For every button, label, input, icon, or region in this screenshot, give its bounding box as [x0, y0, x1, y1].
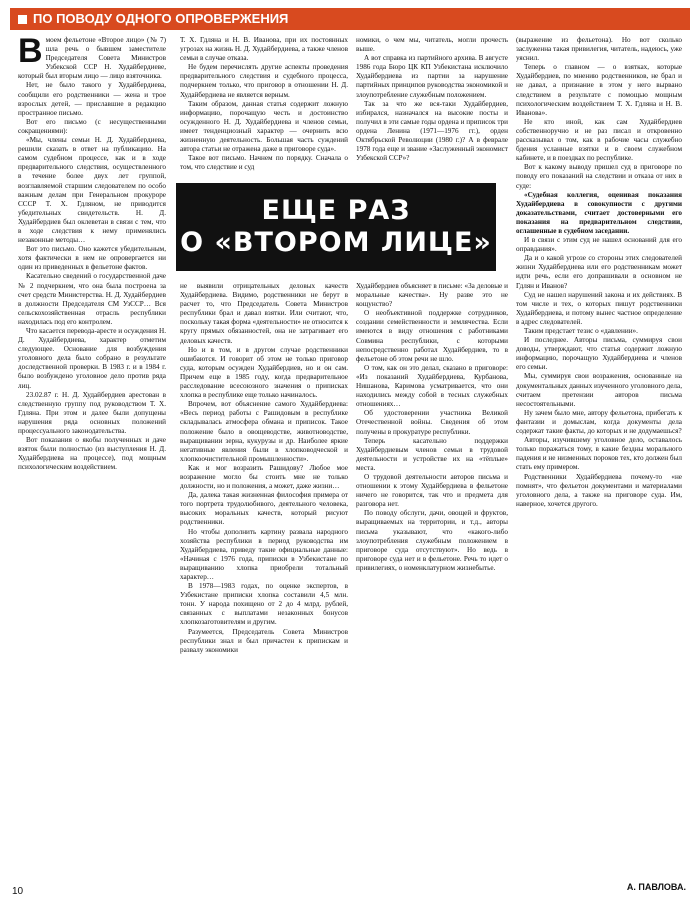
column-3-bottom — [356, 282, 508, 886]
paragraph: Вот его письмо (с несущественными сокращениями): — [18, 117, 166, 135]
paragraph: Касательно сведений о государственной даче № 2 подчеркнем, что она была построена за счет средств Министерства. Н. Д. Худайбердиев в должности Председателя СМ УзССР… Вся сельскохозяйственная отрасль республики находилась под его контролем. — [18, 272, 166, 326]
paragraph: Таким образом, данная статья содержит ложную информацию, порочащую честь и достоинство осужденного Н. Д. Худайбердиева и членов семьи, имеет тенденциозный характер — очернить всю жизненную деятельность. Большая часть суждений автора статьи не отражена даже в приговоре суда». — [180, 99, 348, 154]
rubric-bar — [10, 8, 690, 30]
author-signature: А. ПАВЛОВА. — [626, 882, 686, 892]
paragraph-bold: «Судебная коллегия, оценивая показания Худайбердиева в совокупности с другими доказательствами, считает достоверными его показания на предварительном следствии, оглашенные в судебном заседании. — [516, 190, 682, 235]
paragraph: О необъективной поддержке сотрудников, создании семейственности и землячества. Если имеются в виду отношения с работниками Совмина республики, с которыми непосредственно работал Худайбердиев, то в фельетоне об этом речи не шло. — [356, 309, 508, 363]
dropcap: В — [18, 36, 43, 70]
paragraph: Суд не нашел нарушений закона и их действиях. В том числе и тех, о которых пишут родственники Худайбердиева, и потому вынес частное определение в адрес следователей. — [516, 290, 682, 326]
paragraph: Таким предстает тезис о «давлении». — [524, 327, 638, 335]
paragraph: По поводу обслуги, дачи, овощей и фруктов, выращиваемых на территории, и т.д., авторы письма указывают, что «какого-либо злоупотребления служебным положением в приговоре суда отсутствуют». Но ведь в приговоре суда нет и в фельетоне. Речь то идет о привилегиях, о номенклатурном жизнебытье. — [356, 509, 508, 572]
paragraph: не выявили отрицательных деловых качеств Худайбердиева. Видимо, родственники не берут в расчет то, что Председатель Совета Министров республики брал и давал взятки. Или считают, что, поскольку такая форма «деятельности» не относится к кругу прямых обязанностей, она не затрагивает его деловых качеств. — [180, 282, 348, 345]
paragraph: 23.02.87 г. Н. Д. Худайбердиев арестован в следственную группу под руководством Т. Х. Гдляна. При этом и далее были допущены нарушения ряда основных положений процессуального законодательства. — [18, 390, 166, 436]
paragraph: Об удостоверении участника Великой Отечественной войны. Сведения об этом получены в прокуратуре республики. — [356, 409, 508, 436]
headline-box — [176, 183, 496, 271]
paragraph: Вот показания о якобы полученных и даче взяток были полностью (из выступления Н. Д. Худайбердиева на процессе), под мощным психологическим воздействием. — [18, 436, 166, 472]
paragraph: Не будем перечислять другие аспекты проведения предварительного следствия и судебного процесса, подчеркнем только, что приговор в отношении Н. Д. Худайбердиева не является верным. — [180, 63, 348, 99]
paragraph: В 1978—1983 годах, по оценке экспертов, в Узбекистане приписки хлопка составили 4,5 млн. тонн. У народа похищено от 2 до 4 млрд. рублей, связанных с выплатами незаконных бонусов хлопкозаготовителям и другим. — [180, 582, 348, 627]
paragraph: Авторы, изучившему уголовное дело, оставалось только поражаться тому, в какие бездны морального падения и не низменных пороков тех, кто должен был стать ему примером. — [516, 436, 682, 472]
paragraph: Что касается перевода-аресте и осуждения Н. Д. Худайбердиева, характер отметим следующее. Основание для возбуждения уголовного дела было собрано в результате доследственной проверки. В 1983 г. и в 1984 г. было возбуждено уголовное дело против ряда лиц. — [18, 327, 166, 390]
paragraph: Впрочем, вот объяснение самого Худайбердиева: «Весь период работы с Рашидовым в республике складывалась атмосфера обмана и приписок. Такое положение было в овощеводстве, животноводстве, выращивании зерна, кукурузы и др. Наиболее яркие негативные явления были в хлопководческой и хлопкоочистительной промышленности». — [180, 400, 348, 463]
paragraph: Мы, суммируя свои возражения, основанные на документальных данных изученного уголовного дела, считаем претензии авторов письма несостоятельными. — [516, 372, 682, 408]
paragraph: Родственники Худайбердиева почему-то «не помнят», что фельетон документами и материалами уголовного дела, а также на приговоре суда. Им, наверное, хочется другого. — [516, 472, 682, 508]
paragraph: И в связи с этим суд не нашел оснований для его оправдания». — [516, 236, 682, 254]
paragraph: Но чтобы дополнить картину развала народного хозяйства республики в период руководства им Худайбердиева, приведу такие официальные данные: «Начиная с 1976 года, приписки в Узбекистане по выращиванию хлопка приобрели тотальный характер… — [180, 527, 348, 581]
headline-line-1: ЕЩЕ РАЗ — [261, 195, 411, 226]
paragraph: Т. Х. Гдляна и Н. В. Иванова, при их постоянных угрозах на жизнь Н. Д. Худайбердиева, а также членов семьи в случае отказа. — [180, 36, 348, 63]
paragraph: Такое вот письмо. Начнем по порядку. Сначала о том, что следствие и суд — [180, 154, 348, 172]
paragraph: Теперь касательно поддержки Худайбердиевым членов семьи в трудовой деятельности и устройстве их на «тёплые» места. — [356, 436, 508, 472]
paragraph: О том, как он это делал, сказано в приговоре: «Из показаний Худайбердиева, Курбанова, Нишанова, Каримова усматривается, что они находились между собой в тесных служебных отношениях… — [356, 363, 508, 409]
column-2-bottom — [180, 282, 348, 886]
page-number: 10 — [12, 886, 24, 897]
paragraph: Да, далека такая жизненная философия примера от того портрета трудолюбивого, деятельного человека, высоких моральных качеств, который рисуют родственники. — [180, 491, 348, 527]
paragraph: О трудовой деятельности авторов письма и отношении к этому Худайбердиева в фельетоне ничего не говорится, так что и предмета для разговора нет. — [356, 472, 508, 509]
paragraph: Вот к какому выводу пришел суд в приговоре по поводу его показаний на следствии и отказа от них в суде: — [516, 163, 682, 190]
headline-line-2: О «ВТОРОМ ЛИЦЕ» — [180, 227, 492, 258]
paragraph: «Мы, члены семьи Н. Д. Худайбердиева, решили сказать в ответ на публикацию. На самом судебном процессе, как и в ходе предварительного следствия, осуществленного в течение более двух лет группой, возглавляемой старшим следователем по особо важным делам при Генеральном прокуроре СССР Т. Х. Гдляном, не приводится убедительных свидетельств. Н. Д. Худайбердиев был оклеветан в связи с тем, что в ходе следствия к нему применялись незаконные методы… — [18, 136, 166, 245]
paragraph: Худайбердиев объясняет в письме: «За деловые и моральные качества». Ну разве это не кощунство? — [356, 282, 508, 309]
column-1 — [18, 36, 166, 886]
paragraph: Вот это письмо. Оно кажется убедительным, хотя фактически в нем не опровергается ни один из приведенных в фельетоне фактов. — [18, 245, 166, 272]
paragraph: Как и мог возразить Рашидову? Любое мое возражение могло бы стоить мне не только должности, но и положения, а может, даже жизни… — [180, 463, 348, 491]
paragraph: Но и в том, и в другом случае родственники ошибаются. И говорит об этом не только приговор суда, которым осужден Худайбердиев, но и он сам. Причем еще в 1985 году, когда предварительное расследование всесоюзного значения о приписках хлопка в республике еще только начиналось. — [180, 345, 348, 400]
paragraph: моем фельетоне «Второе лицо» (№ 7) шла речь о бывшем заместителе Председателя Совета Министров Узбекской ССР Н. Худайбердиеве, который был вторым лицо — лицо взяточника. — [18, 36, 166, 81]
paragraph: Ну зачем было мне, автору фельетона, прибегать к фантазии и домыслам, когда документы дела содержат такие факты, до которых и не додумаешься? — [516, 408, 682, 436]
rubric-title: ПО ПОВОДУ ОДНОГО ОПРОВЕРЖЕНИЯ — [33, 11, 289, 26]
paragraph: Так за что же вся-таки Худайбердиев, избирался, назначался на высокие посты и получил в эти самые годы ордена и приписок три ордена Ленина (1971—1976 гг.), орден Октябрьской Революции (1980 г.)? А в феврале 1978 года еще и звание «Заслуженный экономист Узбекской ССР»? — [356, 99, 508, 163]
paragraph: Да и о какой угрозе со стороны этих следователей жизни Худайбердиева или его родственникам может идти речь, если его допрашивали в основном не Гдлян и Иванов? — [516, 254, 682, 290]
paragraph: Нет, не было такого у Худайбердиева, сообщили его родственники — жена и трое взрослых детей, — приславшие в редакцию пространное письмо. — [18, 81, 166, 117]
paragraph: И последнее. Авторы письма, суммируя свои доводы, утверждают, что статья содержит ложную информацию, порочащую Худайбердиева и членов его семьи. — [516, 336, 682, 372]
paragraph: (выражение из фельетона). Но вот сколько заслуженна такая привилегия, читатель, надеюсь, уже уяснил. — [516, 36, 682, 63]
paragraph: Разумеется, Председатель Совета Министров республики знал и был причастен к припискам и развалу экономики — [180, 627, 348, 654]
square-icon — [18, 15, 27, 24]
paragraph: Теперь о главном — о взятках, которые Худайбердиев, по мнению родственников, не брал и не давал, а признание в этом у него вырвано следствием в результате с помощью мощным психологическим воздействием Т. Х. Гдляна и Н. В. Иванова». — [516, 63, 682, 117]
column-4 — [516, 36, 682, 856]
paragraph: номики, о чем мы, читатель, могли прочесть выше. — [356, 36, 508, 54]
paragraph: А вот справка из партийного архива. В августе 1986 года Бюро ЦК КП Узбекистана исключило Худайбердиева из партии за нарушение партийных принципов руководства экономикой и злоупотребление служебным положением. — [356, 54, 508, 99]
paragraph: Не кто иной, как сам Худайбердиев собственноручно и не раз писал и откровенно рассказывал о том, как в рабочие часы служебно бдения усланные взятки и в своем служебном кабинете, и в поездках по республике. — [516, 117, 682, 163]
headline — [176, 183, 512, 275]
